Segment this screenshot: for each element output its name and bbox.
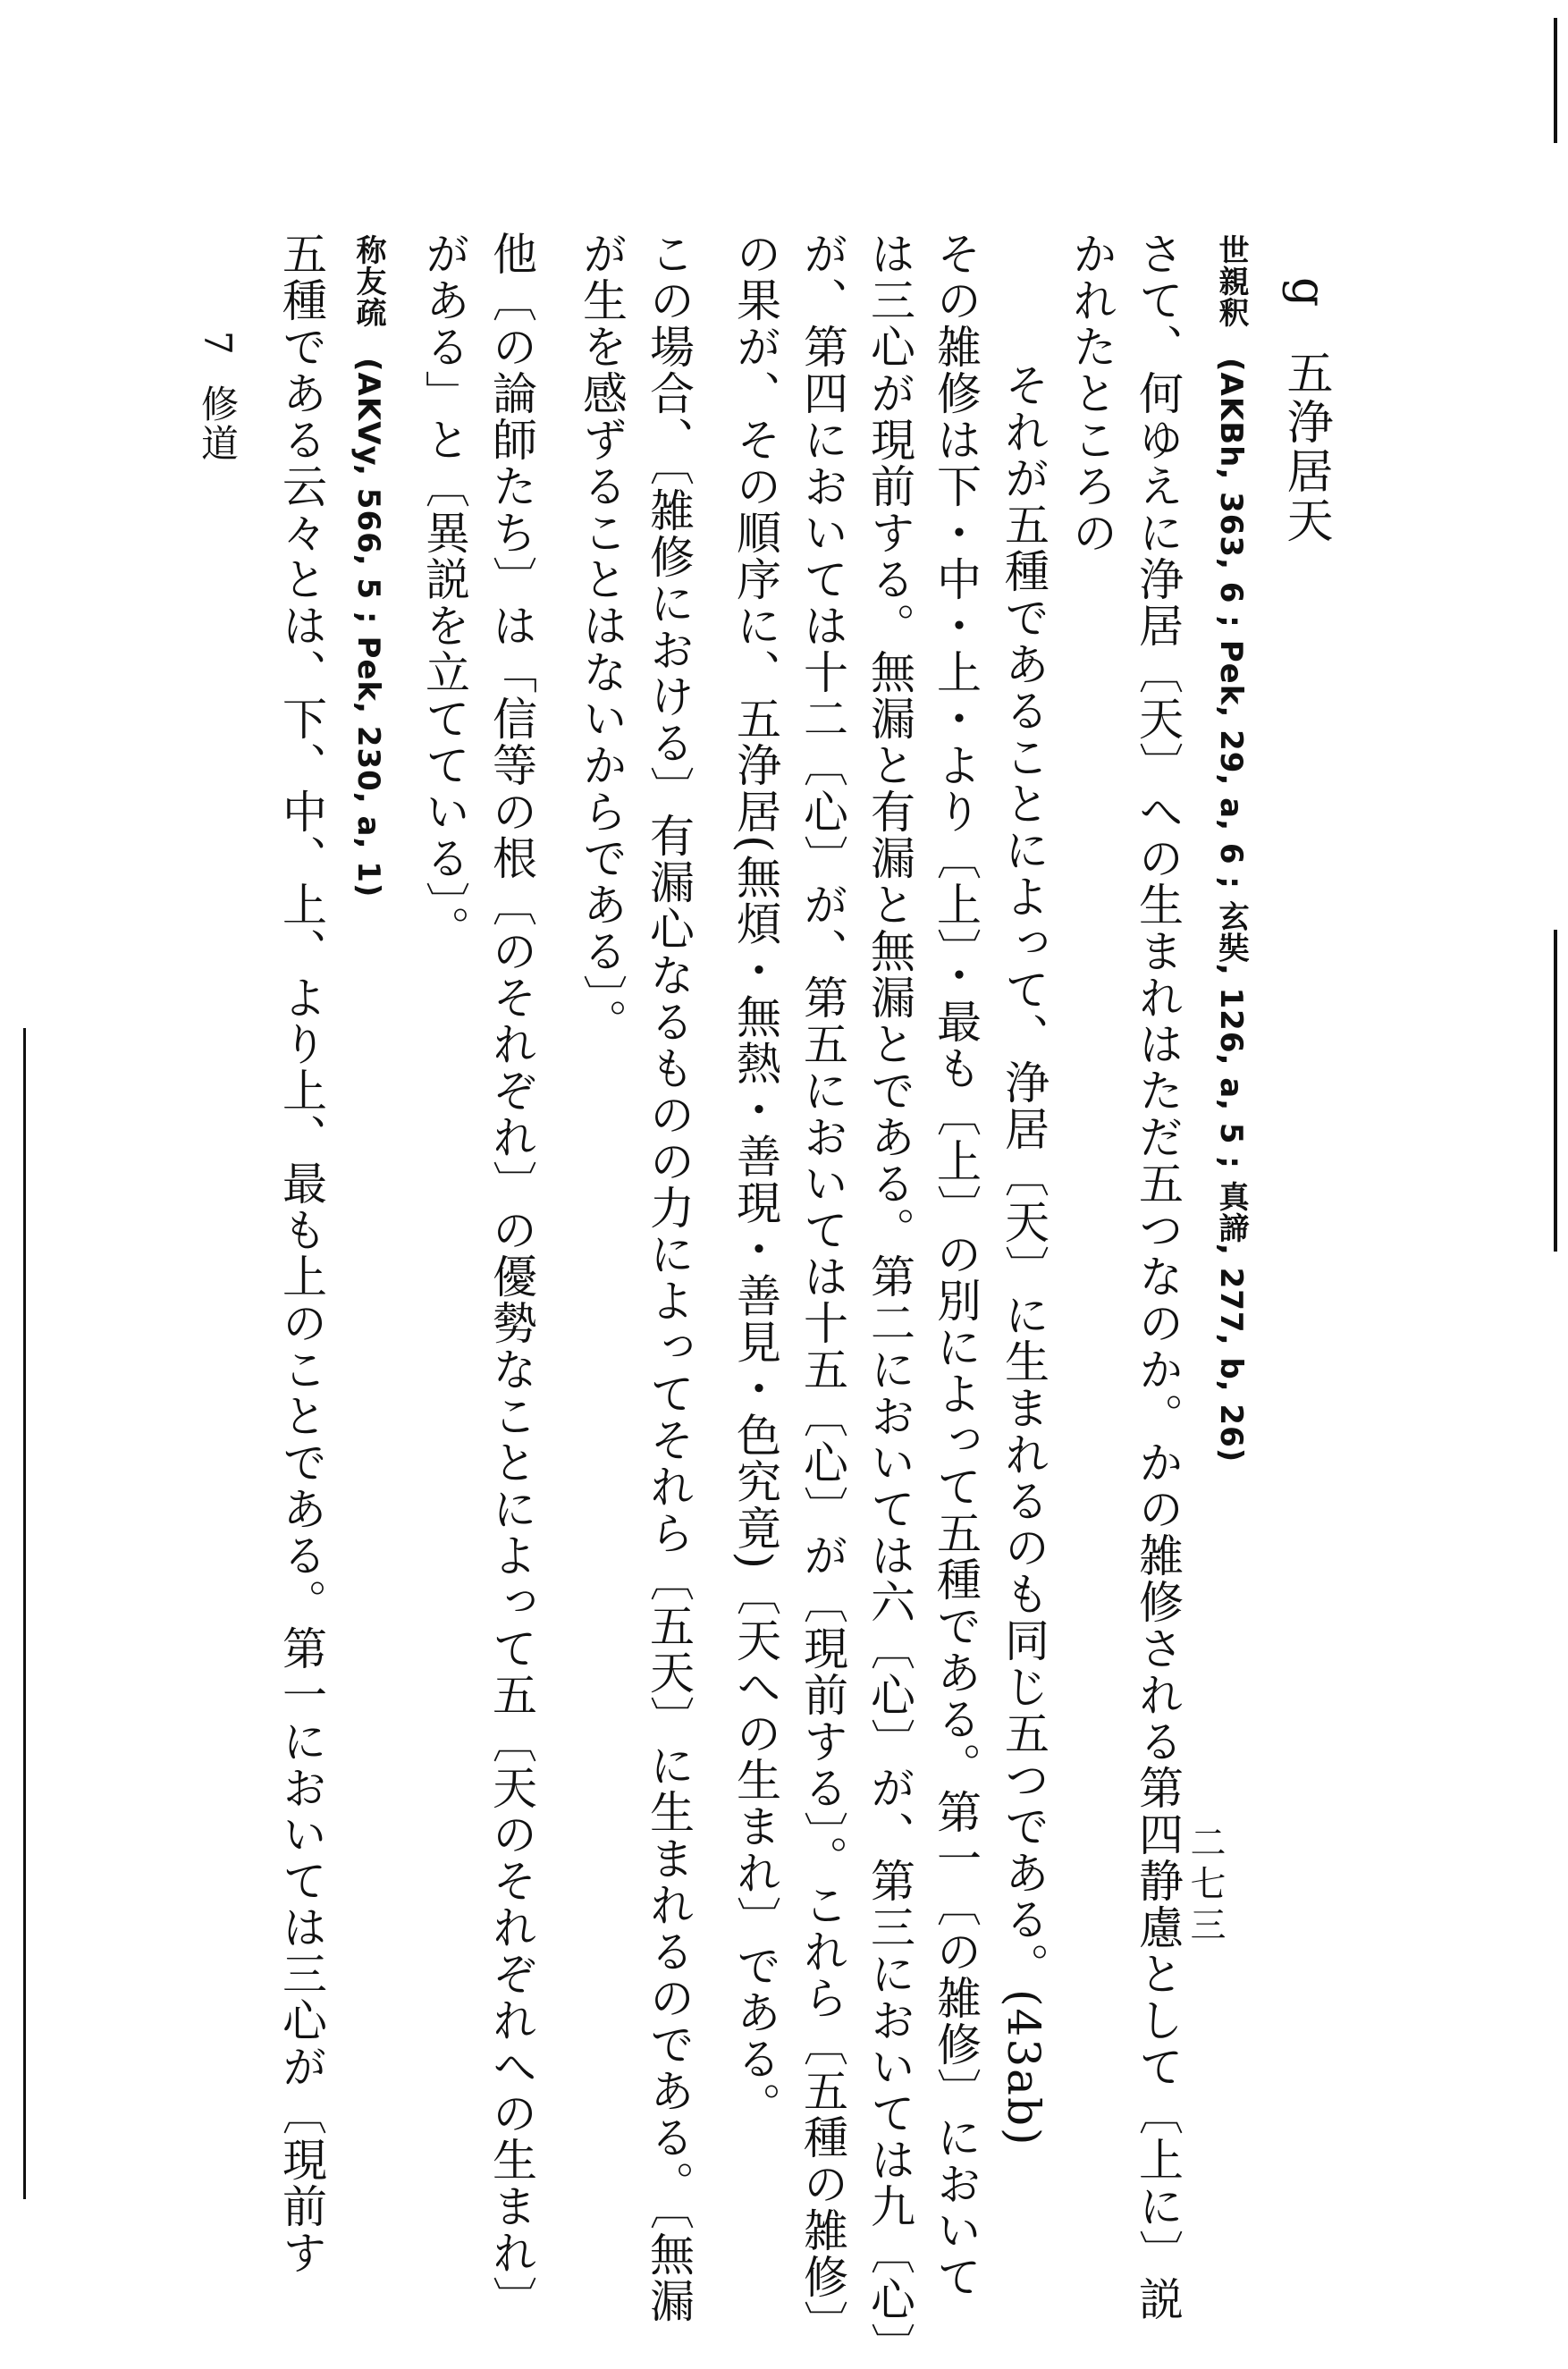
bhashya-label: 世親釈 [1213,234,1249,328]
section-title: 五浄居天 [1278,349,1332,545]
vyakhya-reference: (AKVy, 566, 5 ; Pek, 230, a, 1) [350,358,386,898]
bhashya-line: さて、何ゆえに浄居〔天〕への生まれはただ五つなのか。かの雑修される第四静慮として〔上に〕説 [1132,231,1184,2323]
bhashya-line: が、第四においては十二〔心〕が、第五においては十五〔心〕が〔現前する〕。これら〔五種の雑修〕 [797,231,848,2347]
bhashya-line: は三心が現前する。無漏と有漏と無漏とである。第二においては六〔心〕が、第三においては九〔心〕 [864,231,915,2369]
chapter-title: 修道 [196,384,240,463]
chapter-number: 7 [196,331,240,357]
bhashya-verse-line: それが五種であることによって、浄居〔天〕に生まれるのも同じ五つである。(43ab) [998,362,1050,2147]
bhashya-line: がある」と〔異説を立てている〕。 [418,231,470,952]
bhashya-line: かれたところの [1066,231,1117,556]
page-number: 二七三 [1184,1824,1226,1947]
bhashya-line: が生を感ずることはないからである〕。 [576,231,628,1045]
bhashya-line: 他〔の論師たち〕は「信等の根〔のそれぞれ〕の優勢なことによって五〔天のそれぞれへの生まれ〕 [485,231,537,2323]
bhashya-line: その雑修は下・中・上・より〔上〕・最も〔上〕の別によって五種である。第一〔の雑修〕において [930,231,982,2300]
right-margin-rule-lower [1554,930,1557,1252]
section-letter: g [1281,277,1335,310]
bhashya-line: の果が、その順序に、五浄居(無煩・無熱・善現・善見・色究竟)〔天への生まれ〕である。 [729,231,781,2129]
bhashya-line: この場合、〔雑修における〕有漏心なるものの力によってそれら〔五天〕に生まれるのである。〔無漏 [643,231,695,2324]
bhashya-reference: (AKBh, 363, 6 ; Pek, 29, a, 6 ; 玄奘, 126, a, 5 ; 真諦, 277, b, 26) [1213,358,1249,1463]
vyakhya-line: 五種である云々とは、下、中、上、より上、最も上のことである。第一においては三心が〔現前す [275,231,327,2276]
left-margin-rule [23,1028,26,2199]
vyakhya-label: 称友疏 [350,234,386,328]
right-margin-rule [1554,18,1557,143]
